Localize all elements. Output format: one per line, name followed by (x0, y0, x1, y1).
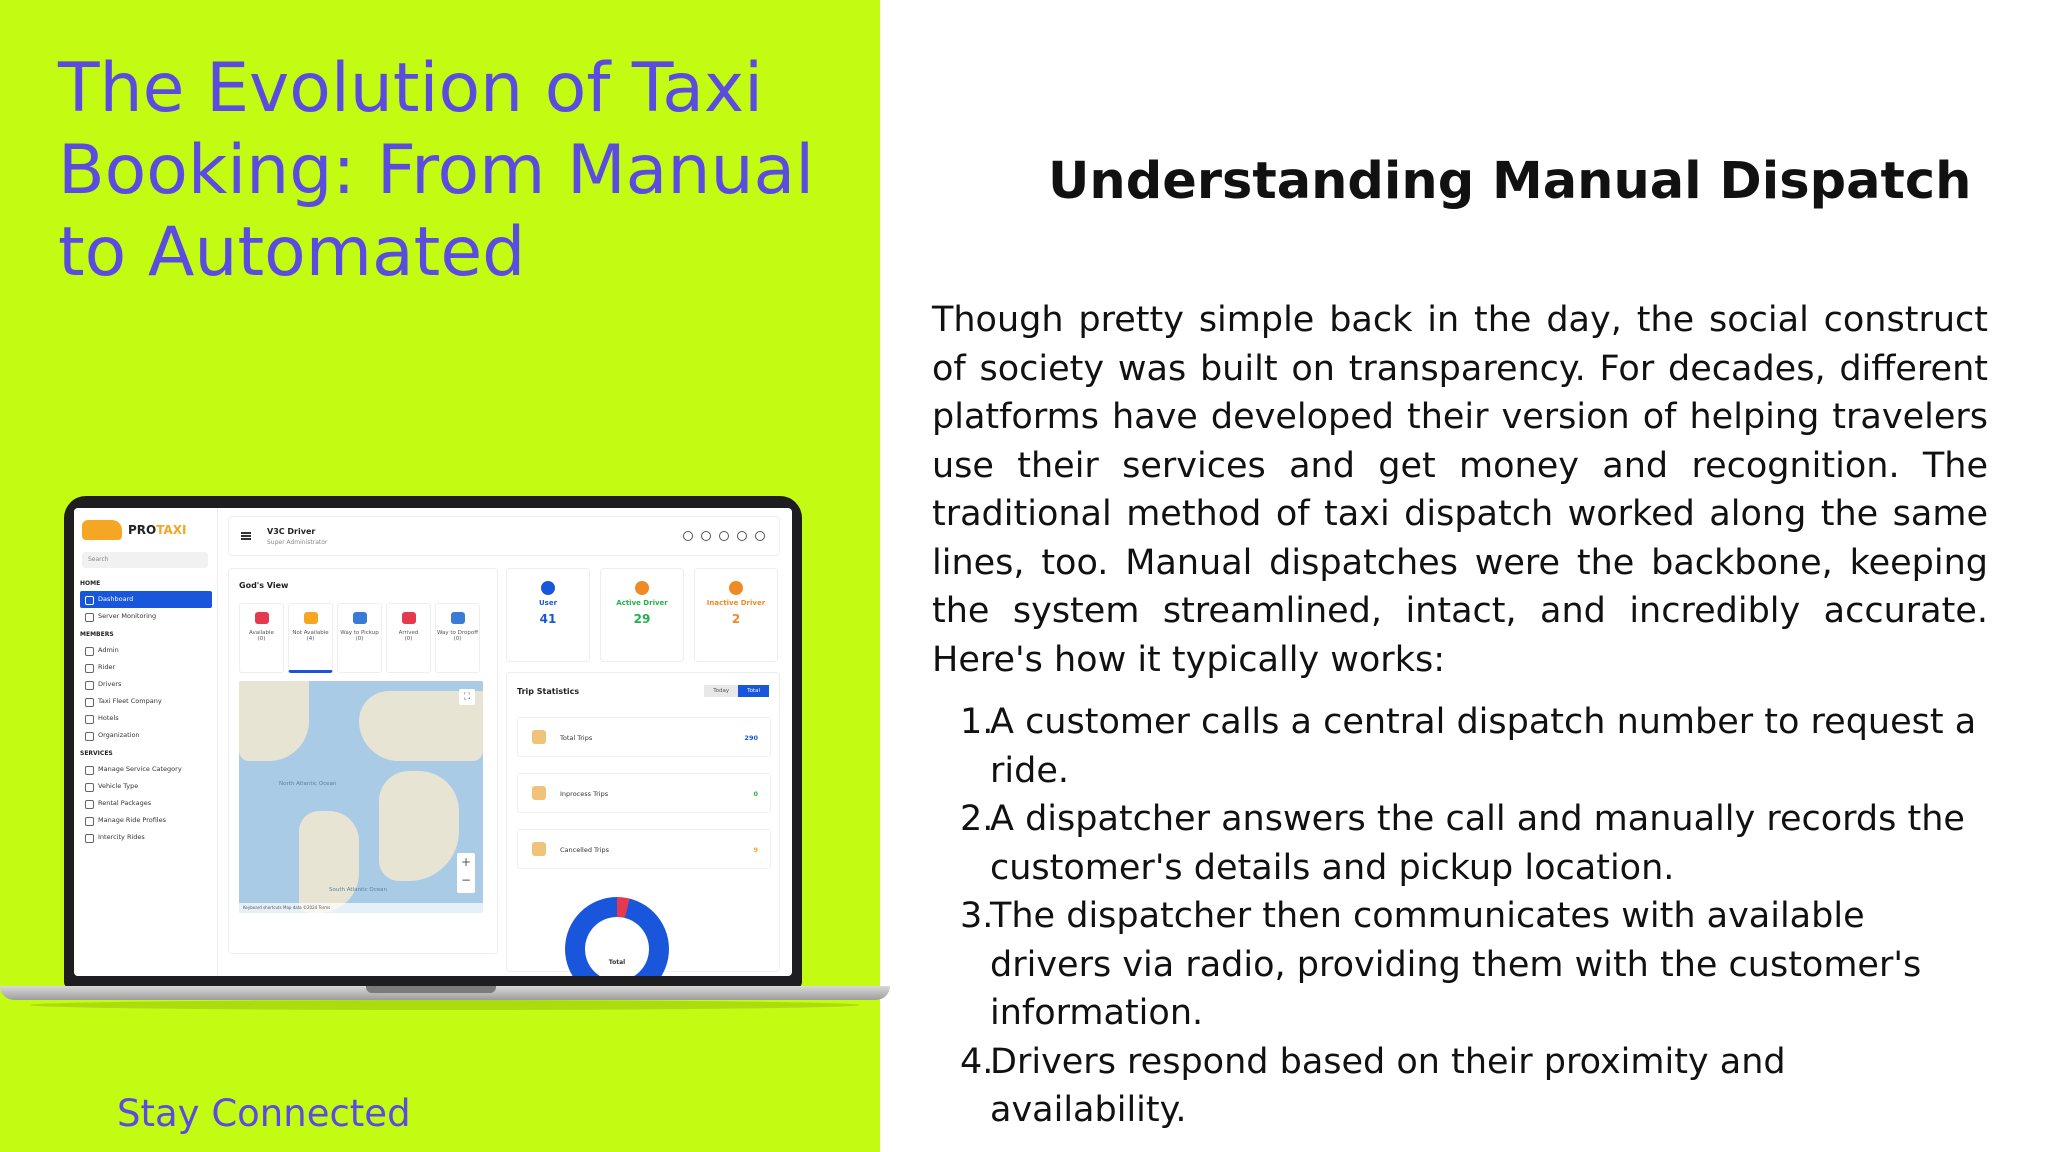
menu-icon[interactable] (241, 532, 251, 540)
trip-row-inprocess[interactable]: Inprocess Trips 0 (517, 773, 771, 813)
ocean-label: North Atlantic Ocean (279, 781, 337, 787)
toggle-total[interactable]: Total (738, 685, 769, 697)
sidebar-item-dashboard[interactable]: Dashboard (80, 591, 212, 608)
car-icon (304, 612, 318, 624)
sidebar-section-home: HOME (80, 580, 101, 587)
map-landmass (299, 811, 359, 913)
status-not-available[interactable]: Not Available (4) (288, 603, 333, 673)
driver-icon (635, 581, 649, 595)
zoom-controls[interactable]: + − (457, 853, 475, 893)
ocean-label: South Atlantic Ocean (329, 887, 387, 893)
location-icon (402, 612, 416, 624)
car-icon (255, 612, 269, 624)
trip-statistics-title: Trip Statistics (517, 687, 580, 696)
power-icon[interactable] (755, 531, 765, 541)
sidebar-item-taxi-fleet[interactable]: Taxi Fleet Company (80, 693, 212, 710)
notes-icon[interactable] (719, 531, 729, 541)
driver-status-filters (239, 603, 480, 673)
stay-connected-link[interactable]: Stay Connected (117, 1092, 411, 1135)
sidebar-item-ride-profiles[interactable]: Manage Ride Profiles (80, 812, 212, 829)
trip-statistics-panel (506, 672, 780, 972)
brand-logo[interactable] (82, 520, 187, 540)
brand-name: PROTAXI (128, 523, 187, 537)
sidebar-item-intercity-rides[interactable]: Intercity Rides (80, 829, 212, 846)
alert-icon[interactable] (701, 531, 711, 541)
trip-row-cancelled[interactable]: Cancelled Trips 9 (517, 829, 771, 869)
user-name: V3C Driver (267, 527, 316, 536)
user-role: Super Administrator (267, 539, 328, 546)
trip-row-total[interactable]: Total Trips 290 (517, 717, 771, 757)
status-arrived[interactable]: Arrived (0) (386, 603, 431, 673)
donut-center-label: Total (585, 917, 649, 976)
status-way-to-dropoff[interactable]: Way to Dropoff (0) (435, 603, 480, 673)
sidebar-item-server-monitoring[interactable]: Server Monitoring (80, 608, 212, 625)
status-way-to-pickup[interactable]: Way to Pickup (0) (337, 603, 382, 673)
body-paragraph: Though pretty simple back in the day, the social construct of society was built on transparency. For decades, different platforms have developed their version of helping travelers use their services and get money and recognition. The traditional method of taxi dispatch worked along the same lines, too. Manual dispatches were the backbone, keeping the system streamlined, intact, and incredibly accurate. Here's how it typically works: (932, 300, 1988, 680)
gods-view-title: God's View (239, 581, 289, 590)
pin-icon (353, 612, 367, 624)
sidebar-item-drivers[interactable]: Drivers (80, 676, 212, 693)
dashboard-header (228, 516, 780, 556)
map-landmass (239, 681, 309, 761)
sidebar-item-rental-packages[interactable]: Rental Packages (80, 795, 212, 812)
fullscreen-icon[interactable]: ⛶ (459, 689, 475, 705)
trip-icon (532, 730, 546, 744)
sidebar-search-input[interactable]: Search (82, 552, 208, 568)
map-landmass (379, 771, 459, 881)
section-heading: Understanding Manual Dispatch (1048, 152, 1972, 211)
dashboard-sidebar (74, 508, 218, 976)
stat-card-user[interactable]: User 41 (506, 568, 590, 662)
left-panel (0, 0, 880, 1152)
world-map[interactable] (239, 681, 483, 913)
sidebar-item-admin[interactable]: Admin (80, 642, 212, 659)
sidebar-item-service-category[interactable]: Manage Service Category (80, 761, 212, 778)
settings-icon[interactable] (737, 531, 747, 541)
list-item: 1. A customer calls a central dispatch number to request a ride. (960, 702, 1977, 791)
user-icon (541, 581, 555, 595)
dispatch-steps-list (960, 698, 1990, 1135)
profile-icon[interactable] (683, 531, 693, 541)
trip-icon (532, 842, 546, 856)
list-item: 4. Drivers respond based on their proximity and availability. (960, 1041, 1786, 1130)
slide-title: The Evolution of Taxi Booking: From Manual to Automated (58, 49, 815, 292)
laptop-shadow (30, 1000, 860, 1010)
gods-view-panel (228, 568, 498, 954)
laptop-notch (366, 986, 496, 993)
toggle-today[interactable]: Today (704, 685, 738, 697)
laptop-lid (64, 496, 802, 988)
pin-icon (451, 612, 465, 624)
stat-card-inactive-driver[interactable]: Inactive Driver 2 (694, 568, 778, 662)
status-available[interactable]: Available (0) (239, 603, 284, 673)
period-toggle (704, 685, 769, 697)
sidebar-item-organization[interactable]: Organization (80, 727, 212, 744)
taxi-logo-icon (82, 520, 122, 540)
driver-icon (729, 581, 743, 595)
sidebar-item-vehicle-type[interactable]: Vehicle Type (80, 778, 212, 795)
sidebar-item-hotels[interactable]: Hotels (80, 710, 212, 727)
trip-icon (532, 786, 546, 800)
stat-card-active-driver[interactable]: Active Driver 29 (600, 568, 684, 662)
list-item: 3. The dispatcher then communicates with available drivers via radio, providing them with the customer's information. (960, 896, 1922, 1033)
map-attribution: Keyboard shortcuts Map data ©2024 Terms (239, 903, 483, 913)
sidebar-section-members: MEMBERS (80, 631, 114, 638)
sidebar-item-rider[interactable]: Rider (80, 659, 212, 676)
laptop-mockup (0, 496, 890, 1016)
header-icons (683, 531, 765, 541)
list-item: 2. A dispatcher answers the call and manually records the customer's details and pickup location. (960, 799, 1965, 888)
dashboard-screen (74, 508, 792, 976)
sidebar-section-services: SERVICES (80, 750, 113, 757)
sidebar-menu (80, 574, 212, 846)
